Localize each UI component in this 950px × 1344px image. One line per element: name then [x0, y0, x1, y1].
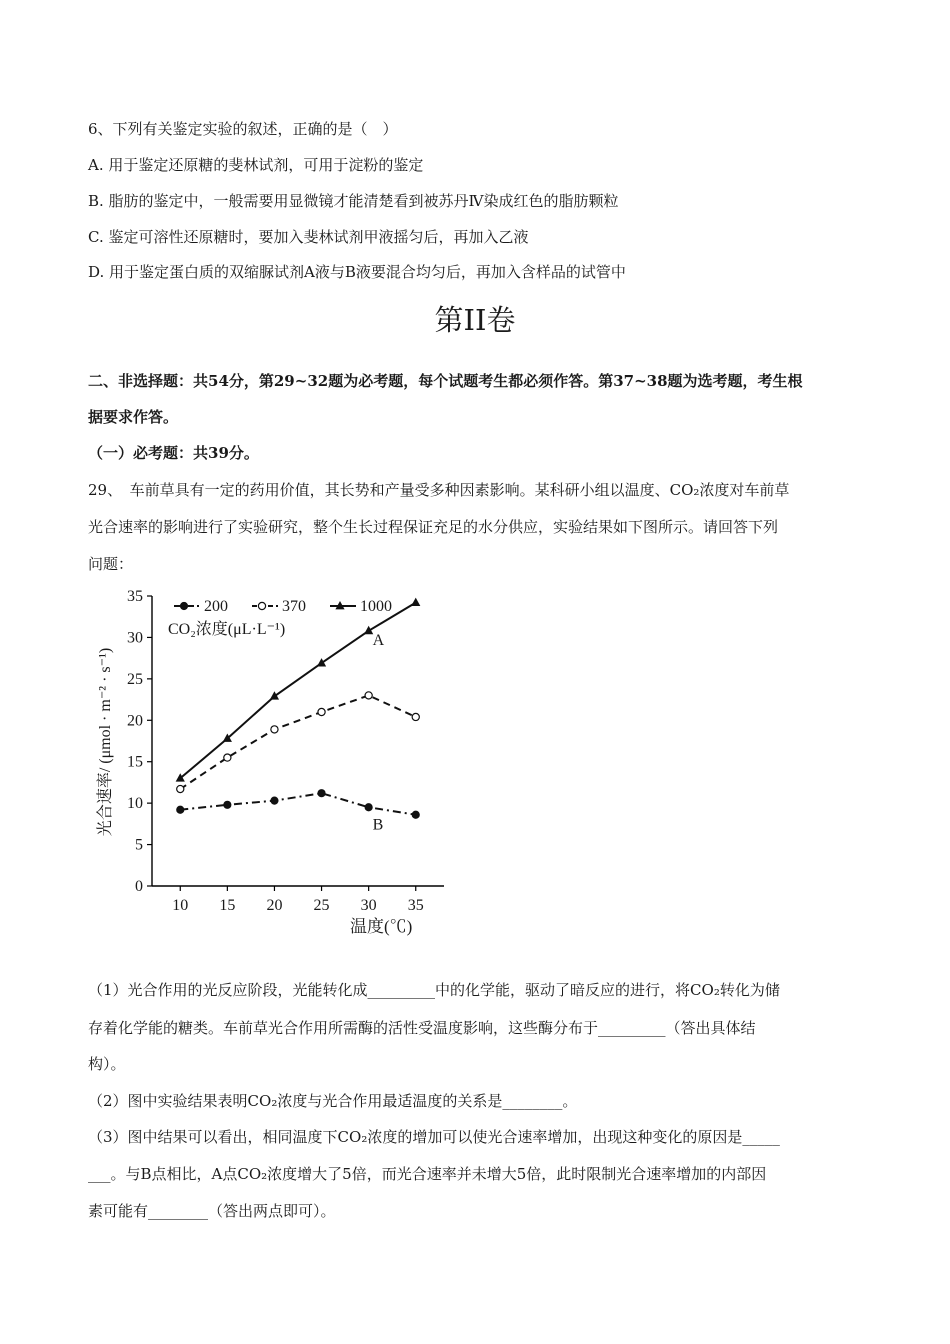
y-tick-label: 25: [127, 670, 143, 688]
question29-sub1-line2: 存着化学能的糖类。车前草光合作用所需酶的活性受温度影响，这些酶分布于_________（答出具体结: [88, 1019, 756, 1037]
data-point: [318, 790, 325, 797]
data-point: [365, 804, 372, 811]
question29-sub1-line3: 构）。: [88, 1055, 126, 1073]
annotation-B: B: [372, 816, 384, 834]
chart-legend: [174, 598, 392, 615]
data-point: [365, 692, 372, 699]
legend-label-200: 200: [204, 598, 228, 615]
section2-header-line2: 据要求作答。: [88, 408, 179, 426]
data-point: [177, 806, 184, 813]
question6-option-b: B. 脂肪的鉴定中，一般需要用显微镜才能清楚看到被苏丹Ⅳ染成红色的脂肪颗粒: [88, 192, 619, 210]
data-point: [271, 726, 278, 733]
legend-label-370: 370: [282, 598, 306, 615]
question29-sub3-line2: ___。与B点相比，A点CO₂浓度增大了5倍，而光合速率并未增大5倍，此时限制光合速率增加的内部因: [88, 1165, 767, 1183]
section2-header-line1: 二、非选择题：共54分，第29~32题为必考题，每个试题考生都必须作答。第37~38题为选考题，考生根: [88, 372, 803, 390]
data-point: [180, 602, 187, 609]
series-line-200: [180, 793, 415, 815]
data-point: [318, 708, 325, 715]
data-point: [258, 602, 265, 609]
y-axis-label: 光合速率/ (μmol · m⁻² · s⁻¹): [97, 647, 114, 837]
series-200: [177, 790, 420, 819]
y-tick-label: 30: [127, 629, 143, 647]
y-tick-label: 15: [127, 753, 143, 771]
question29-stem-line2: 光合速率的影响进行了实验研究，整个生长过程保证充足的水分供应，实验结果如下图所示。请回答下列: [88, 518, 779, 536]
data-point: [224, 754, 231, 761]
question29-sub1-line1: （1）光合作用的光反应阶段，光能转化成_________中的化学能，驱动了暗反应的进行，将CO₂转化为储: [88, 981, 780, 999]
series-370: [177, 692, 420, 793]
question6-option-c: C. 鉴定可溶性还原糖时，要加入斐林试剂甲液摇匀后，再加入乙液: [88, 228, 529, 246]
y-tick-label: 5: [135, 836, 143, 854]
y-axis-label-group: [96, 648, 114, 836]
question29-stem-line3: 问题：: [88, 555, 134, 573]
section2-subheader: （一）必考题：共39分。: [88, 444, 259, 462]
y-tick-label: 0: [135, 878, 143, 895]
question29-sub3-line3: 素可能有________（答出两点即可）。: [88, 1202, 336, 1220]
x-tick-label: 35: [407, 897, 424, 914]
x-tick-label: 30: [360, 897, 377, 914]
data-point: [224, 801, 231, 808]
photosynthesis-chart: [88, 582, 458, 942]
data-point: [317, 658, 326, 666]
legend-title: CO₂浓度(μL·L⁻¹): [168, 621, 286, 638]
y-tick-label: 35: [127, 588, 143, 605]
question29-sub3-line1: （3）图中结果可以看出，相同温度下CO₂浓度的增加可以使光合速率增加，出现这种变化的原因是_____: [88, 1128, 780, 1146]
x-tick-label: 10: [172, 897, 189, 914]
x-tick-label: 15: [219, 897, 236, 914]
data-point: [271, 797, 278, 804]
question6-option-a: A. 用于鉴定还原糖的斐林试剂，可用于淀粉的鉴定: [88, 156, 424, 174]
data-point: [177, 785, 184, 792]
x-tick-label: 25: [313, 897, 330, 914]
x-tick-label: 20: [266, 897, 283, 914]
data-point: [412, 713, 419, 720]
series-line-370: [180, 695, 415, 789]
x-axis-label: 温度(℃): [350, 917, 413, 936]
annotation-A: A: [372, 631, 385, 649]
question6-stem: 6、下列有关鉴定实验的叙述，正确的是（ ）: [88, 120, 398, 138]
data-point: [270, 691, 279, 699]
y-tick-label: 20: [127, 712, 143, 730]
legend-label-1000: 1000: [360, 598, 392, 615]
question6-option-d: D. 用于鉴定蛋白质的双缩脲试剂A液与B液要混合均匀后，再加入含样品的试管中: [88, 263, 626, 281]
section-title: 第II卷: [434, 303, 516, 337]
data-point: [412, 811, 419, 818]
question29-sub2: （2）图中实验结果表明CO₂浓度与光合作用最适温度的关系是________。: [88, 1092, 578, 1110]
y-tick-label: 10: [127, 795, 143, 813]
data-point: [411, 598, 420, 606]
question29-stem-line1: 29、 车前草具有一定的药用价值，其长势和产量受多种因素影响。某科研小组以温度、CO₂浓度对车前草: [88, 481, 790, 499]
